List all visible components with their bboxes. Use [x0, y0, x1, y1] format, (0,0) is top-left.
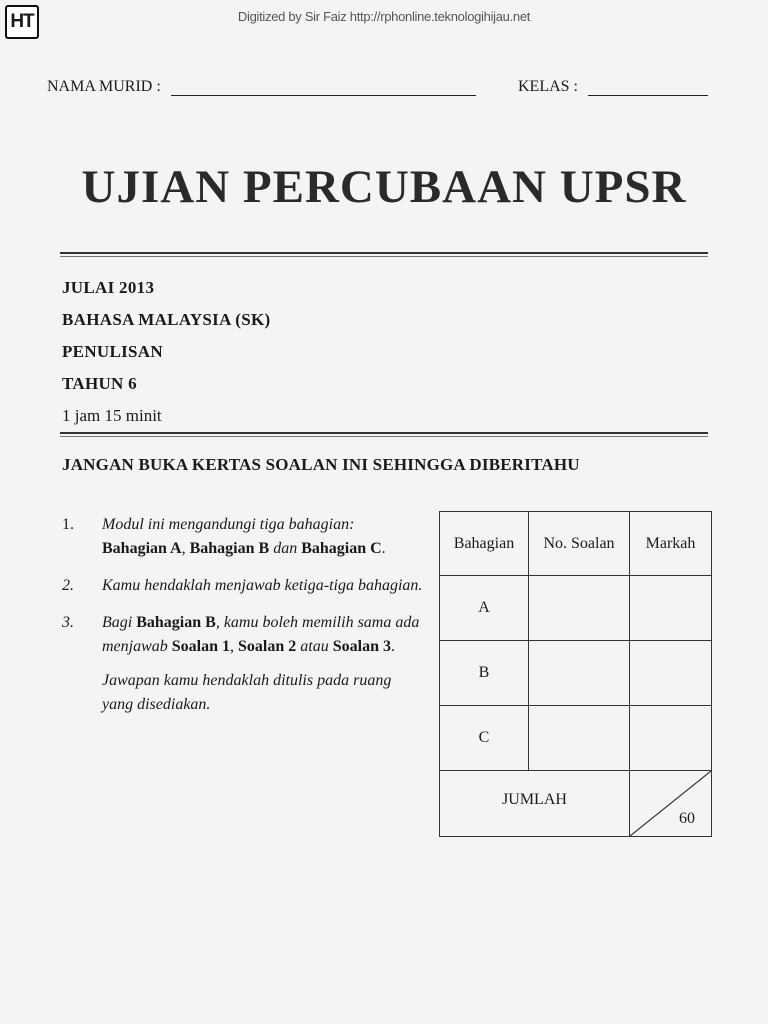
diagonal-line — [630, 771, 711, 836]
nama-murid-field — [47, 78, 476, 96]
cell-no-soalan[interactable] — [529, 706, 630, 771]
warning-text: JANGAN BUKA KERTAS SOALAN INI SEHINGGA DIBERITAHU — [62, 455, 580, 474]
instruction-note: Jawapan kamu hendaklah ditulis pada ruang yang disediakan. — [102, 672, 392, 713]
cell-no-soalan[interactable] — [529, 576, 630, 641]
divider-bottom — [60, 432, 708, 437]
ht-logo: HT — [5, 5, 39, 39]
total-max: 60 — [679, 810, 695, 827]
cell-bahagian: C — [440, 706, 529, 771]
instruction-text: Bagi Bahagian B, kamu boleh memilih sama ada menjawab Soalan 1, Soalan 2 atau Soalan 3. Jawapan kamu hendaklah ditulis pada ruang yang disediakan. — [102, 611, 424, 717]
kelas-label: KELAS : — [518, 78, 578, 95]
table-row — [440, 576, 712, 641]
instruction-item — [62, 611, 424, 717]
cell-markah[interactable] — [630, 706, 712, 771]
nama-murid-line[interactable] — [171, 83, 476, 96]
exam-info — [62, 272, 270, 432]
kelas-field — [518, 78, 708, 96]
marks-table — [439, 511, 712, 837]
instruction-item — [62, 574, 424, 598]
exam-date: JULAI 2013 — [62, 278, 155, 297]
instruction-number: 3. — [62, 614, 74, 631]
kelas-line[interactable] — [588, 83, 708, 96]
exam-duration: 1 jam 15 minit — [62, 406, 162, 425]
cell-markah[interactable] — [630, 641, 712, 706]
instructions — [62, 513, 424, 730]
table-header-row — [440, 512, 712, 576]
header-bahagian: Bahagian — [440, 512, 529, 576]
total-label: JUMLAH — [440, 771, 630, 837]
table-total-row — [440, 771, 712, 837]
header-no-soalan: No. Soalan — [529, 512, 630, 576]
digitized-credit: Digitized by Sir Faiz http://rphonline.teknologihijau.net — [237, 9, 531, 24]
instruction-text: Modul ini mengandungi tiga bahagian: Bahagian A, Bahagian B dan Bahagian C. — [102, 516, 386, 557]
instruction-text: Kamu hendaklah menjawab ketiga-tiga bahagian. — [102, 577, 423, 594]
exam-paper: PENULISAN — [62, 342, 163, 361]
table-row — [440, 706, 712, 771]
divider-top — [60, 252, 708, 257]
instruction-number: 1. — [62, 516, 74, 533]
page-title: UJIAN PERCUBAAN UPSR — [81, 161, 687, 213]
cell-no-soalan[interactable] — [529, 641, 630, 706]
cell-markah[interactable] — [630, 576, 712, 641]
exam-subject: BAHASA MALAYSIA (SK) — [62, 310, 271, 329]
exam-year: TAHUN 6 — [62, 374, 137, 393]
nama-murid-label: NAMA MURID : — [47, 78, 161, 95]
total-cell[interactable] — [630, 771, 712, 837]
table-row — [440, 641, 712, 706]
cell-bahagian: A — [440, 576, 529, 641]
instruction-number: 2. — [62, 577, 74, 594]
instruction-item — [62, 513, 424, 561]
header-markah: Markah — [630, 512, 712, 576]
cell-bahagian: B — [440, 641, 529, 706]
